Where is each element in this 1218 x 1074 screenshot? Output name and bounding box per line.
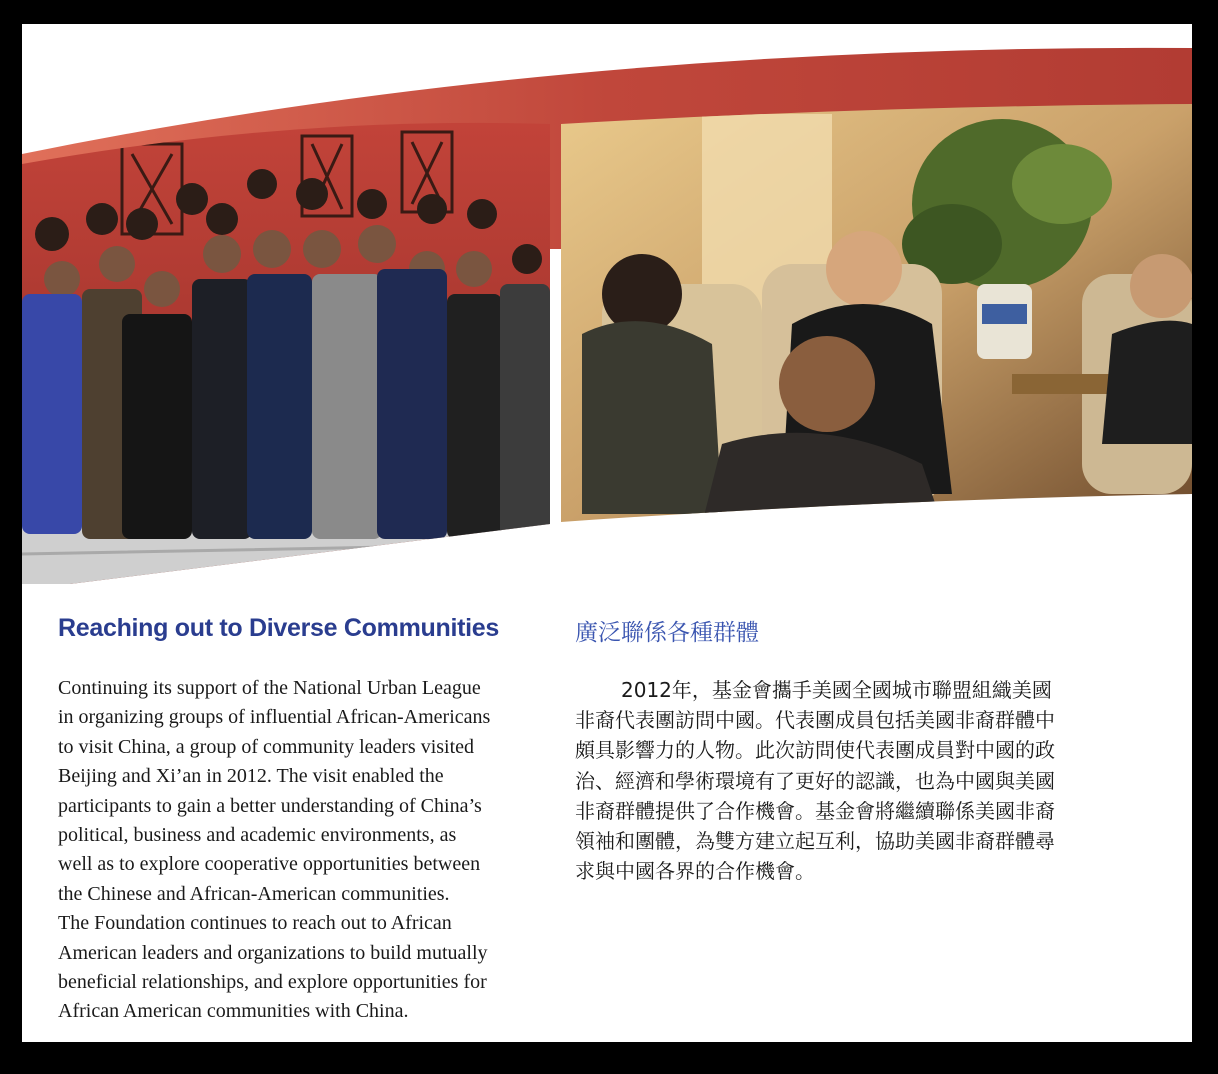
english-line: participants to gain a better understanding of China’s xyxy=(58,794,482,817)
chinese-line: 非裔群體提供了合作機會。基金會將繼續聯係美國非裔 xyxy=(575,798,1055,823)
chinese-line: 非裔代表團訪問中國。代表團成員包括美國非裔群體中 xyxy=(575,708,1055,733)
chinese-line: 頗具影響力的人物。此次訪問使代表團成員對中國的政 xyxy=(575,738,1055,763)
brochure-page xyxy=(22,24,1192,1042)
group-photo xyxy=(22,104,550,584)
english-line: The Foundation continues to reach out to African xyxy=(58,912,452,935)
english-line: in organizing groups of influential African-Americans xyxy=(58,706,491,729)
english-line: well as to explore cooperative opportunities between xyxy=(58,853,481,876)
english-line: the Chinese and African-American communities. xyxy=(58,882,450,905)
english-line: Continuing its support of the National Urban League xyxy=(58,677,481,699)
english-body xyxy=(58,674,558,1027)
english-line: to visit China, a group of community leaders visited xyxy=(58,735,475,758)
english-line: African American communities with China. xyxy=(58,1000,409,1023)
meeting-photo xyxy=(561,104,1192,524)
photo-banner xyxy=(22,24,1192,584)
chinese-heading: 廣泛聯係各種群體 xyxy=(575,620,759,646)
english-line: Beijing and Xi’an in 2012. The visit enabled the xyxy=(58,765,444,788)
chinese-line: 求與中國各界的合作機會。 xyxy=(575,859,815,884)
english-heading: Reaching out to Diverse Communities xyxy=(58,614,499,642)
english-line: political, business and academic environments, as xyxy=(58,824,457,847)
english-line: American leaders and organizations to build mutually xyxy=(58,941,488,964)
english-line: beneficial relationships, and explore opportunities for xyxy=(58,971,487,994)
chinese-line: 2012年，基金會攜手美國全國城市聯盟組織美國 xyxy=(621,678,1052,702)
chinese-line: 治、經濟和學術環境有了更好的認識，也為中國與美國 xyxy=(575,768,1055,793)
chinese-body xyxy=(575,675,1192,886)
chinese-line: 領袖和團體，為雙方建立起互利，協助美國非裔群體尋 xyxy=(575,829,1055,854)
